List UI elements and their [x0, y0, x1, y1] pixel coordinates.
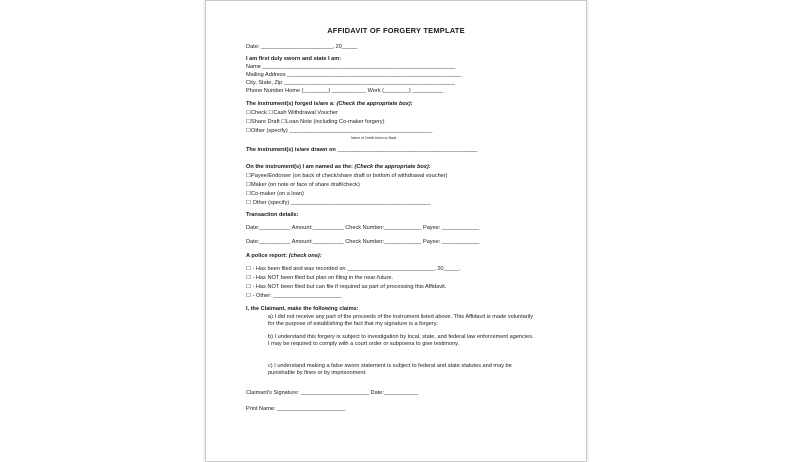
claim-a: a) I did not receive any part of the proceeds of the instrument listed above. This Affidavit is made voluntarily for the purpose of establishing the fact that my signature is a forgery.: [268, 314, 534, 327]
named-option-payee: ☐Payee/Endorser (on back of check/share draft or bottom of withdrawal voucher): [246, 173, 448, 179]
named-heading: [246, 164, 431, 171]
instrument-heading-text: The instrument(s) forged is/are a:: [246, 101, 335, 107]
police-heading: [246, 253, 322, 260]
instrument-option-check: ☐Check ☐Cash Withdrawal Voucher: [246, 110, 338, 116]
transaction-row: Date:__________ Amount:__________ Check Number:____________ Payee: ____________: [246, 239, 480, 245]
document-title: AFFIDAVIT OF FORGERY TEMPLATE: [327, 26, 465, 35]
instrument-heading: [246, 101, 413, 108]
named-heading-text: On the instrument(s) I am named as the:: [246, 164, 353, 170]
police-heading-text: A police report:: [246, 253, 288, 259]
drawn-on-label: The instrument(s) is/are drawn on: [246, 147, 336, 153]
claim-c: c) I understand making a false sworn statement is subject to federal and state statutes and may be punishable by fines or by imprisonment.: [268, 363, 512, 376]
sworn-heading: I am first duly sworn and state I am:: [246, 56, 342, 62]
credit-union-caption: Name of Credit Union or Bank: [351, 136, 397, 140]
document-page: [205, 0, 587, 462]
instrument-option-other: ☐Other (specify) ______________________________________________: [246, 128, 433, 134]
instrument-heading-note: (Check the appropriate box):: [336, 101, 413, 107]
mailing-address-line: Mailing Address ________________________________________________________: [246, 72, 462, 78]
name-line: Name ______________________________________________________________: [246, 64, 456, 70]
police-option-filed: ☐ - Has been filed and was recorded on ____________________________, 20_____.: [246, 266, 461, 272]
police-option-other: ☐ - Other: ______________________: [246, 293, 342, 299]
police-heading-note: (check one):: [288, 253, 322, 259]
claimant-signature-line: Claimant's Signature: ______________________ Date:___________: [246, 390, 419, 396]
police-option-can-file: ☐ - Has NOT been filed but can file if required as part of processing this Affidavit.: [246, 284, 447, 290]
named-heading-note: (Check the appropriate box):: [354, 164, 431, 170]
claim-b: b) I understand this forgery is subject to investigation by local, state, and federal law enforcement agencies. I may be required to comply with a court order or subpoena to give testimony.: [268, 334, 534, 347]
date-line: Date: _______________________, 20_____: [246, 44, 358, 50]
transaction-row: Date:__________ Amount:__________ Check Number:____________ Payee: ____________: [246, 225, 480, 231]
named-option-comaker: ☐Co-maker (on a loan): [246, 191, 304, 197]
police-option-plan: ☐ - Has NOT been filed but plan on filing in the near-future.: [246, 275, 394, 281]
drawn-on-blank: _____________________________________________: [335, 147, 478, 153]
claims-heading: I, the Claimant, make the following claims:: [246, 306, 359, 312]
city-state-zip-line: City, State, Zip _______________________________________________________: [246, 80, 455, 86]
phone-number-line: Phone Number Home (________) ___________ Work (________) __________: [246, 88, 444, 94]
transaction-heading: Transaction details:: [246, 212, 299, 218]
drawn-on-line: [246, 147, 477, 154]
named-option-other: ☐ Other (specify) _____________________________________________: [246, 200, 431, 206]
named-option-maker: ☐Maker (on note or face of share draft/check): [246, 182, 360, 188]
print-name-line: Print Name: ______________________: [246, 406, 346, 412]
instrument-option-share-draft: ☐Share Draft ☐Loan Note (including Co-maker forgery): [246, 119, 385, 125]
